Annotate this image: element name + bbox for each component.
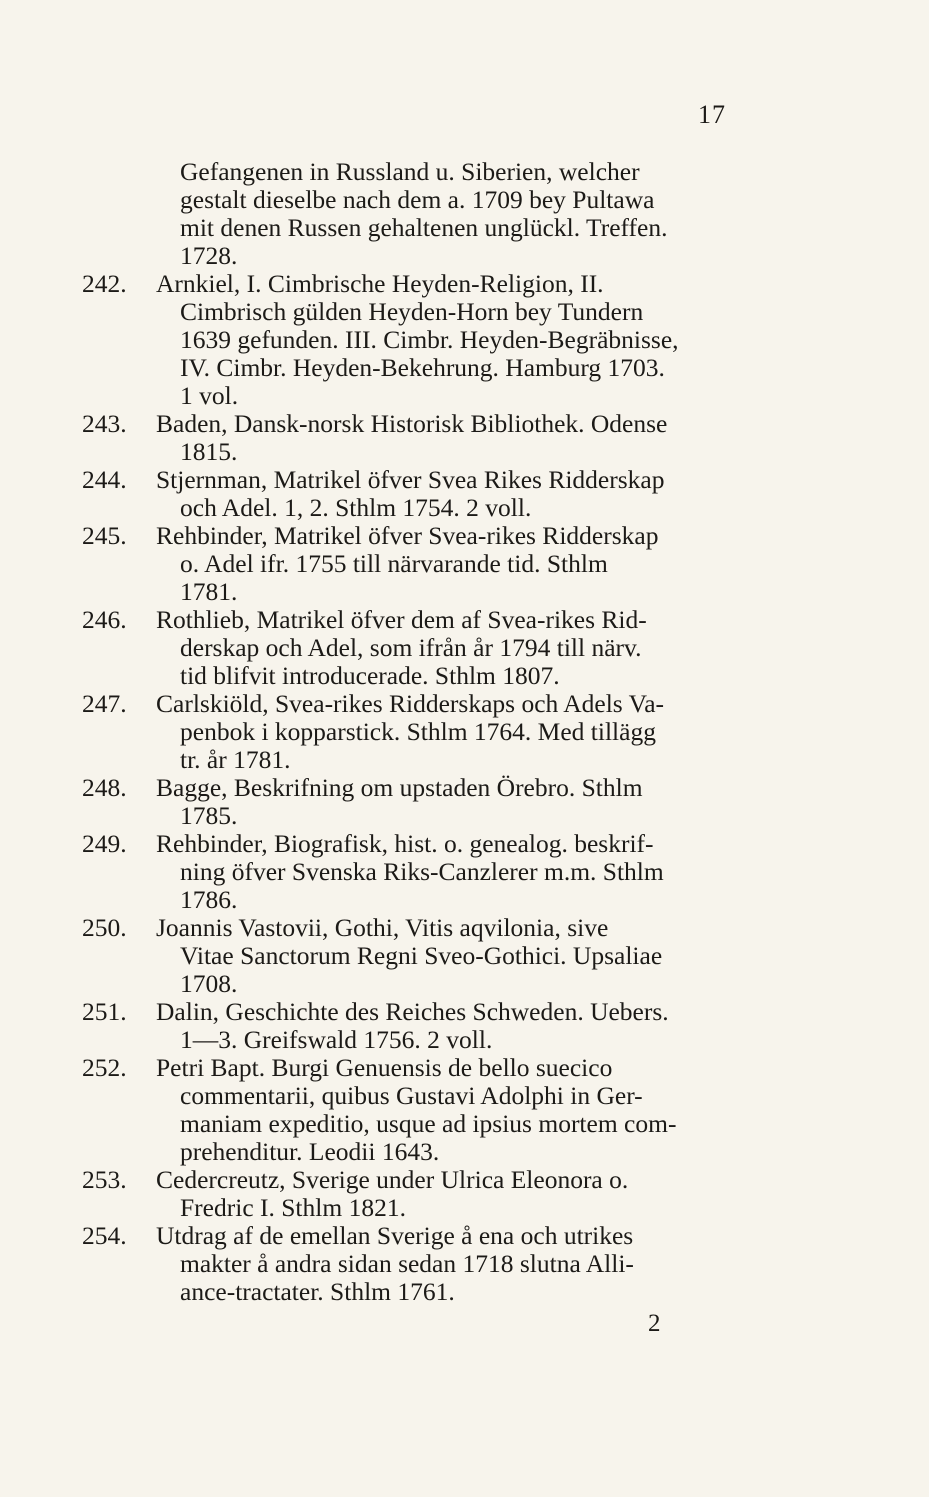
entry-number: 250. <box>82 913 127 942</box>
entry-number: 247. <box>82 689 127 718</box>
entry-continuation-line <box>82 494 762 522</box>
entry-first-line <box>82 522 762 550</box>
entry-text: Petri Bapt. Burgi Genuensis de bello suecico <box>156 1053 613 1082</box>
entry-continuation-line <box>82 382 762 410</box>
entry-text: 1708. <box>180 969 238 998</box>
entry-text: maniam expeditio, usque ad ipsius mortem com- <box>180 1109 677 1138</box>
entry-first-line <box>82 914 762 942</box>
entry-continuation-line <box>82 214 762 242</box>
entry-text: Bagge, Beskrifning om upstaden Örebro. Sthlm <box>156 773 643 802</box>
entry-text: commentarii, quibus Gustavi Adolphi in Ger- <box>180 1081 643 1110</box>
entry-continuation-line <box>82 718 762 746</box>
entry-number: 251. <box>82 997 127 1026</box>
entry-text: derskap och Adel, som ifrån år 1794 till närv. <box>180 633 642 662</box>
entry-text: Rehbinder, Matrikel öfver Svea-rikes Ridderskap <box>156 521 659 550</box>
entry-number: 246. <box>82 605 127 634</box>
entry-first-line <box>82 774 762 802</box>
entry-text: ning öfver Svenska Riks-Canzlerer m.m. Sthlm <box>180 857 664 886</box>
entry-text: 1785. <box>180 801 238 830</box>
entry-text: Rehbinder, Biografisk, hist. o. genealog. beskrif- <box>156 829 654 858</box>
entry-first-line <box>82 1054 762 1082</box>
entry-text: gestalt dieselbe nach dem a. 1709 bey Pultawa <box>180 185 655 214</box>
entry-first-line <box>82 1166 762 1194</box>
entry-continuation-line <box>82 438 762 466</box>
entry-text: makter å andra sidan sedan 1718 slutna Alli- <box>180 1249 634 1278</box>
entry-continuation-line <box>82 942 762 970</box>
entry-text: 1786. <box>180 885 238 914</box>
entry-text: Carlskiöld, Svea-rikes Ridderskaps och Adels Va- <box>156 689 665 718</box>
entry-text: Arnkiel, I. Cimbrische Heyden-Religion, II. <box>156 269 604 298</box>
entry-continuation-line <box>82 802 762 830</box>
entry-continuation-line <box>82 886 762 914</box>
entry-text: Stjernman, Matrikel öfver Svea Rikes Ridderskap <box>156 465 665 494</box>
entry-text: 1815. <box>180 437 238 466</box>
entry-text: Vitae Sanctorum Regni Sveo-Gothici. Upsaliae <box>180 941 663 970</box>
entry-text: Joannis Vastovii, Gothi, Vitis aqvilonia, sive <box>156 913 609 942</box>
entry-continuation-line <box>82 326 762 354</box>
bibliography-list <box>82 158 762 1306</box>
entry-text: prehenditur. Leodii 1643. <box>180 1137 440 1166</box>
entry-text: ance-tractater. Sthlm 1761. <box>180 1277 455 1306</box>
page-number: 17 <box>698 100 726 129</box>
entry-number: 244. <box>82 465 127 494</box>
entry-text: Baden, Dansk-norsk Historisk Bibliothek. Odense <box>156 409 668 438</box>
entry-text: o. Adel ifr. 1755 till närvarande tid. Sthlm <box>180 549 608 578</box>
entry-number: 242. <box>82 269 127 298</box>
entry-number: 253. <box>82 1165 127 1194</box>
entry-continuation-line <box>82 1110 762 1138</box>
entry-text: Utdrag af de emellan Sverige å ena och utrikes <box>156 1221 634 1250</box>
entry-continuation-line <box>82 1250 762 1278</box>
entry-continuation-line <box>82 186 762 214</box>
entry-first-line <box>82 270 762 298</box>
entry-text: 1781. <box>180 577 238 606</box>
entry-number: 245. <box>82 521 127 550</box>
entry-text: Rothlieb, Matrikel öfver dem af Svea-rikes Rid- <box>156 605 647 634</box>
entry-number: 248. <box>82 773 127 802</box>
signature-mark: 2 <box>648 1310 661 1337</box>
entry-continuation-line <box>82 242 762 270</box>
entry-text: mit denen Russen gehaltenen unglückl. Treffen. <box>180 213 668 242</box>
entry-first-line <box>82 690 762 718</box>
entry-number: 252. <box>82 1053 127 1082</box>
entry-first-line <box>82 830 762 858</box>
entry-text: 1639 gefunden. III. Cimbr. Heyden-Begräbnisse, <box>180 325 679 354</box>
entry-continuation-line <box>82 634 762 662</box>
entry-number: 254. <box>82 1221 127 1250</box>
entry-continuation-line <box>82 1138 762 1166</box>
entry-continuation-line <box>82 1278 762 1306</box>
entry-continuation-line <box>82 1082 762 1110</box>
entry-first-line <box>82 410 762 438</box>
entry-continuation-line <box>82 1194 762 1222</box>
entry-continuation-line <box>82 858 762 886</box>
entry-text: penbok i kopparstick. Sthlm 1764. Med tillägg <box>180 717 656 746</box>
entry-text: och Adel. 1, 2. Sthlm 1754. 2 voll. <box>180 493 532 522</box>
entry-text: tr. år 1781. <box>180 745 291 774</box>
entry-continuation-line <box>82 354 762 382</box>
entry-continuation-line <box>82 578 762 606</box>
entry-continuation-line <box>82 550 762 578</box>
entry-first-line <box>82 606 762 634</box>
entry-continuation-line <box>82 158 762 186</box>
entry-text: 1728. <box>180 241 238 270</box>
entry-continuation-line <box>82 970 762 998</box>
entry-first-line <box>82 1222 762 1250</box>
entry-text: tid blifvit introducerade. Sthlm 1807. <box>180 661 560 690</box>
entry-continuation-line <box>82 1026 762 1054</box>
entry-continuation-line <box>82 662 762 690</box>
entry-continuation-line <box>82 298 762 326</box>
entry-text: Cimbrisch gülden Heyden-Horn bey Tundern <box>180 297 644 326</box>
entry-text: 1 vol. <box>180 381 239 410</box>
entry-number: 249. <box>82 829 127 858</box>
entry-text: Dalin, Geschichte des Reiches Schweden. Uebers. <box>156 997 669 1026</box>
entry-continuation-line <box>82 746 762 774</box>
entry-number: 243. <box>82 409 127 438</box>
entry-first-line <box>82 466 762 494</box>
entry-first-line <box>82 998 762 1026</box>
entry-text: Cedercreutz, Sverige under Ulrica Eleonora o. <box>156 1165 629 1194</box>
entry-text: 1—3. Greifswald 1756. 2 voll. <box>180 1025 493 1054</box>
entry-text: IV. Cimbr. Heyden-Bekehrung. Hamburg 1703. <box>180 353 665 382</box>
entry-text: Fredric I. Sthlm 1821. <box>180 1193 406 1222</box>
entry-text: Gefangenen in Russland u. Siberien, welcher <box>180 157 640 186</box>
